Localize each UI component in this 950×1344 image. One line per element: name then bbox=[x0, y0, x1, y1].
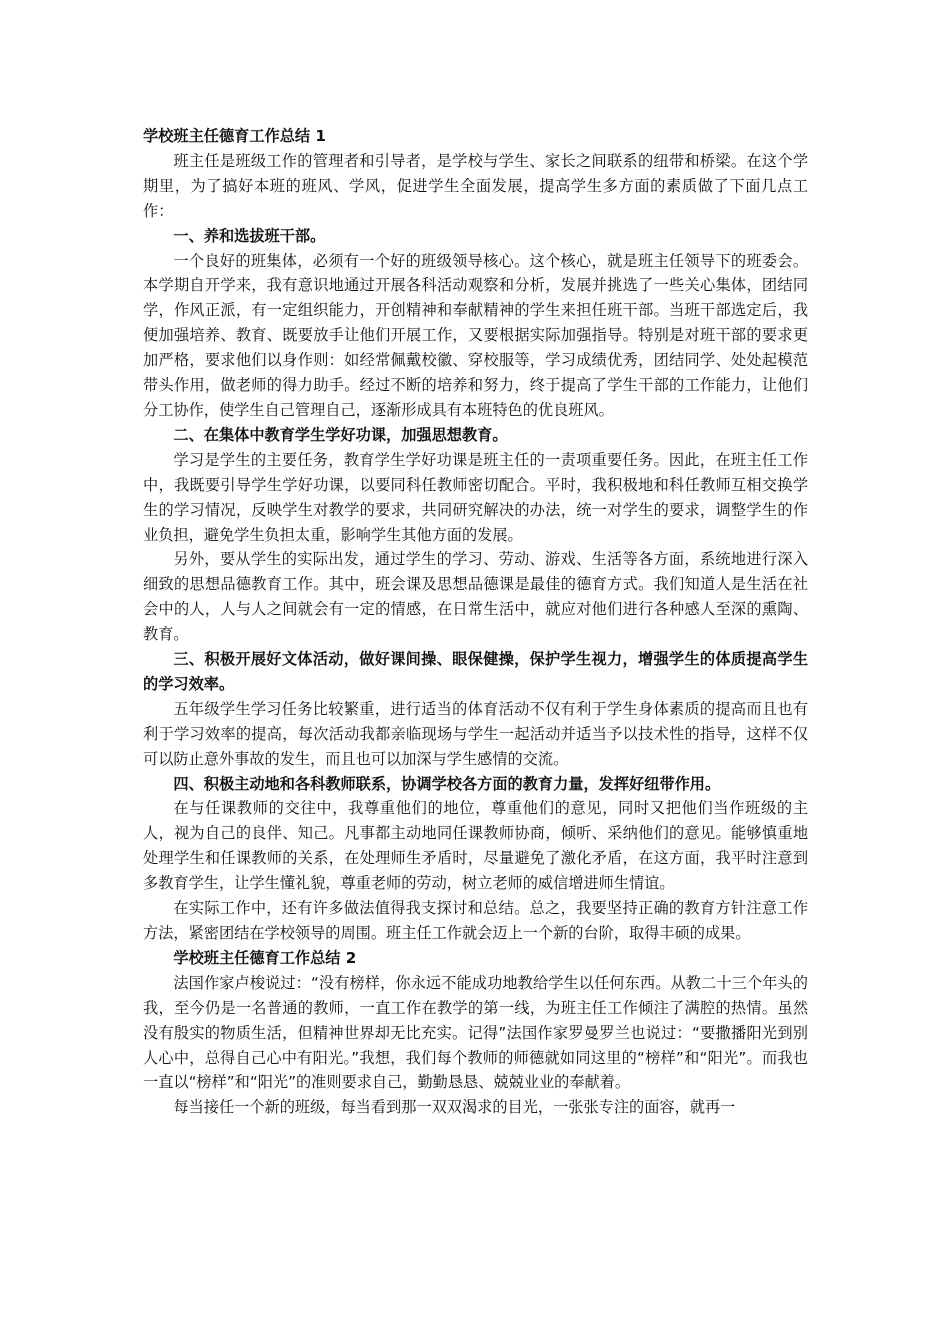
heading-1: 一、养和选拔班干部。 bbox=[173, 226, 326, 245]
heading-2: 二、在集体中教育学生学好功课，加强思想教育。 bbox=[173, 425, 508, 444]
paragraph-rousseau: 法国作家卢梭说过：“没有榜样，你永远不能成功地教给学生以任何东西。从教二十三个年头的我，至今仍是一名普通的教师，一直工作在教学的第一线，为班主任工作倾注了满腔的热情。虽然没有殷实的物质生活，但精神世界却无比充实。记得”法国作家罗曼罗兰也说过：“要撒播阳光到别人心中，总得自己心中有阳光。”我想，我们每个教师的师德就如同这里的“榜样”和“阳光”。而我也一直以“榜样”和“阳光”的准则要求自己，勤勤恳恳、兢兢业业的奉献着。 bbox=[143, 973, 808, 1092]
paragraph-moral-education: 另外，要从学生的实际出发，通过学生的学习、劳动、游戏、生活等各方面，系统地进行深入细致的思想品德教育工作。其中，班会课及思想品德课是最佳的德育方式。我们知道人是生活在社会中的人，人与人之间就会有一定的情感，在日常生活中，就应对他们进行各种感人至深的熏陶、教育。 bbox=[143, 550, 808, 644]
section-title-1: 学校班主任德育工作总结 1 bbox=[143, 127, 326, 145]
paragraph-study: 学习是学生的主要任务，教育学生学好功课是班主任的一责项重要任务。因此，在班主任工作中，我既要引导学生学好功课，以要同科任教师密切配合。平时，我积极地和科任教师互相交换学生的学习情况，反映学生对教学的要求，共同研究解决的办法，统一对学生的要求，调整学生的作业负担，避免学生负担太重，影响学生其他方面的发展。 bbox=[143, 450, 808, 544]
section-title-2: 学校班主任德育工作总结 2 bbox=[173, 948, 357, 967]
paragraph-teachers: 在与任课教师的交往中，我尊重他们的地位，尊重他们的意见，同时又把他们当作班级的主人，视为自己的良伴、知己。凡事都主动地同任课教师协商，倾听、采纳他们的意见。能够慎重地处理学生和任课教师的关系，在处理师生矛盾时，尽量避免了激化矛盾，在这方面，我平时注意到多教育学生，让学生懂礼貌，尊重老师的劳动，树立老师的威信增进师生情谊。 bbox=[143, 799, 808, 893]
paragraph-intro: 班主任是班级工作的管理者和引导者，是学校与学生、家长之间联系的纽带和桥梁。在这个学期里，为了搞好本班的班风、学风，促进学生全面发展，提高学生多方面的素质做了下面几点工作： bbox=[143, 151, 808, 220]
heading-3: 三、积极开展好文体活动，做好课间操、眼保健操，保护学生视力，增强学生的体质提高学生的学习效率。 bbox=[143, 650, 808, 693]
paragraph-new-class: 每当接任一个新的班级，每当看到那一双双渴求的目光，一张张专注的面容，就再一 bbox=[173, 1098, 736, 1117]
document-page bbox=[143, 124, 808, 1120]
heading-4: 四、积极主动地和各科教师联系，协调学校各方面的教育力量，发挥好纽带作用。 bbox=[173, 774, 721, 793]
paragraph-sports: 五年级学生学习任务比较繁重，进行适当的体育活动不仅有利于学生身体素质的提高而且也有利于学习效率的提高，每次活动我都亲临现场与学生一起活动并适当予以技术性的指导，这样不仅可以防止意外事故的发生，而且也可以加深与学生感情的交流。 bbox=[143, 699, 808, 768]
paragraph-conclusion: 在实际工作中，还有许多做法值得我支探讨和总结。总之，我要坚持正确的教育方针注意工作方法，紧密团结在学校领导的周围。班主任工作就会迈上一个新的台阶，取得丰硕的成果。 bbox=[143, 899, 808, 942]
paragraph-class-leaders: 一个良好的班集体，必须有一个好的班级领导核心。这个核心，就是班主任领导下的班委会。本学期自开学来，我有意识地通过开展各科活动观察和分析，发展并挑选了一些关心集体，团结同学，作风正派，有一定组织能力，开创精神和奉献精神的学生来担任班干部。当班干部选定后，我便加强培养、教育、既要放手让他们开展工作，又要根据实际加强指导。特别是对班干部的要求更加严格，要求他们以身作则：如经常佩戴校徽、穿校服等，学习成绩优秀，团结同学、处处起模范带头作用，做老师的得力助手。经过不断的培养和努力，终于提高了学生干部的工作能力，让他们分工协作，使学生自己管理自己，逐渐形成具有本班特色的优良班风。 bbox=[143, 251, 808, 419]
